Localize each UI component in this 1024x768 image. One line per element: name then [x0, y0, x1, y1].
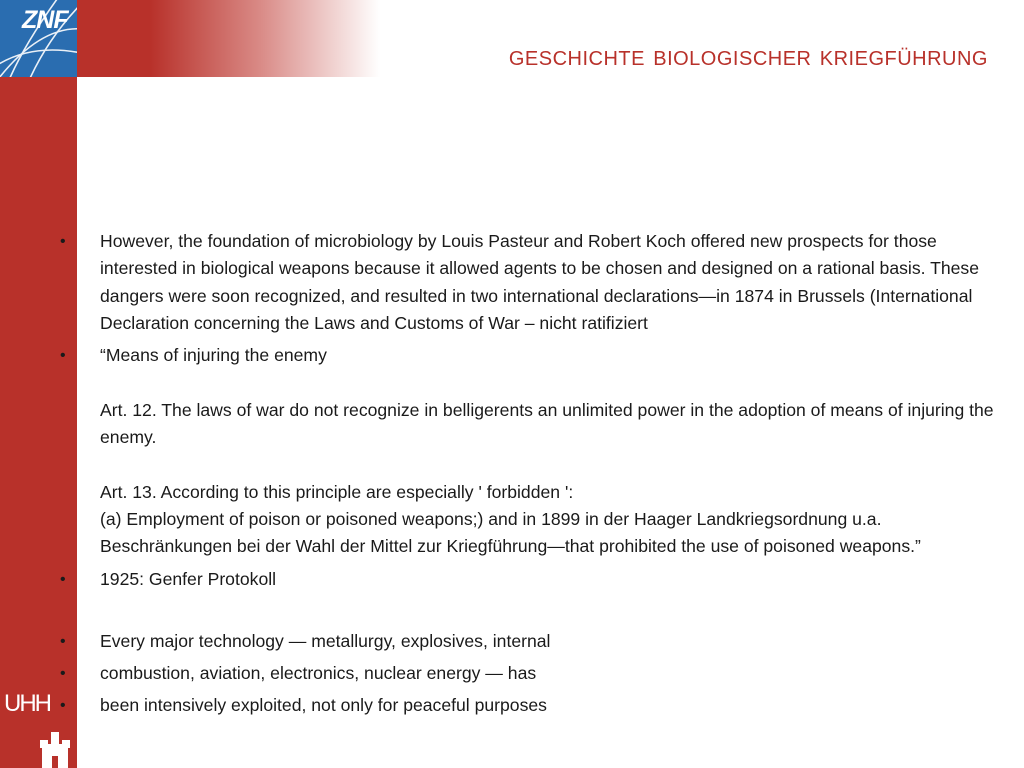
bullet-marker: • — [60, 665, 66, 683]
bullet-text: “Means of injuring the enemy Art. 12. The laws of war do not recognize in belligerents an unlimited power in the adoption of means of injuring the enemy. Art. 13. According to this principle are especially ' forbidden ': (a) Employment of poison or poisoned weapons;) and in 1899 in der Haager Landkriegsordnung u.a. Beschränkungen bei der Wahl der Mittel zur Kriegführung—that prohibited the use of poisoned weapons.” — [100, 345, 994, 557]
list-item — [60, 660, 995, 687]
bullet-marker: • — [60, 697, 66, 715]
list-item — [60, 692, 995, 719]
spacer — [60, 598, 995, 628]
bullet-text: Every major technology — metallurgy, explosives, internal — [100, 630, 551, 651]
bullet-marker: • — [60, 233, 66, 250]
bullet-list — [60, 228, 995, 725]
bullet-text: combustion, aviation, electronics, nuclear energy — has — [100, 663, 537, 684]
znf-logo — [0, 0, 77, 77]
bullet-marker: • — [60, 632, 66, 650]
list-item — [60, 566, 995, 593]
bullet-marker: • — [60, 570, 66, 588]
bullet-text: However, the foundation of microbiology by Louis Pasteur and Robert Koch offered new prospects for those interested in biological weapons because it allowed agents to be chosen and designed on a rational basis. These dangers were soon recognized, and resulted in two international declarations—in 1874 in Brussels (International Declaration concerning the Laws and Customs of War – nicht ratifiziert — [100, 231, 979, 333]
bullet-text: been intensively exploited, not only for peaceful purposes — [100, 695, 547, 716]
bullet-marker: • — [60, 347, 66, 365]
hamburg-castle-icon — [40, 730, 70, 768]
page-title: geschichte biologischer kriegführung — [508, 40, 988, 71]
bullet-text: 1925: Genfer Protokoll — [100, 568, 277, 589]
list-item — [60, 628, 995, 655]
logo-label: ZNF — [22, 6, 68, 34]
list-item — [60, 228, 995, 337]
uhh-logo: UHH — [4, 690, 50, 717]
list-item — [60, 342, 995, 560]
